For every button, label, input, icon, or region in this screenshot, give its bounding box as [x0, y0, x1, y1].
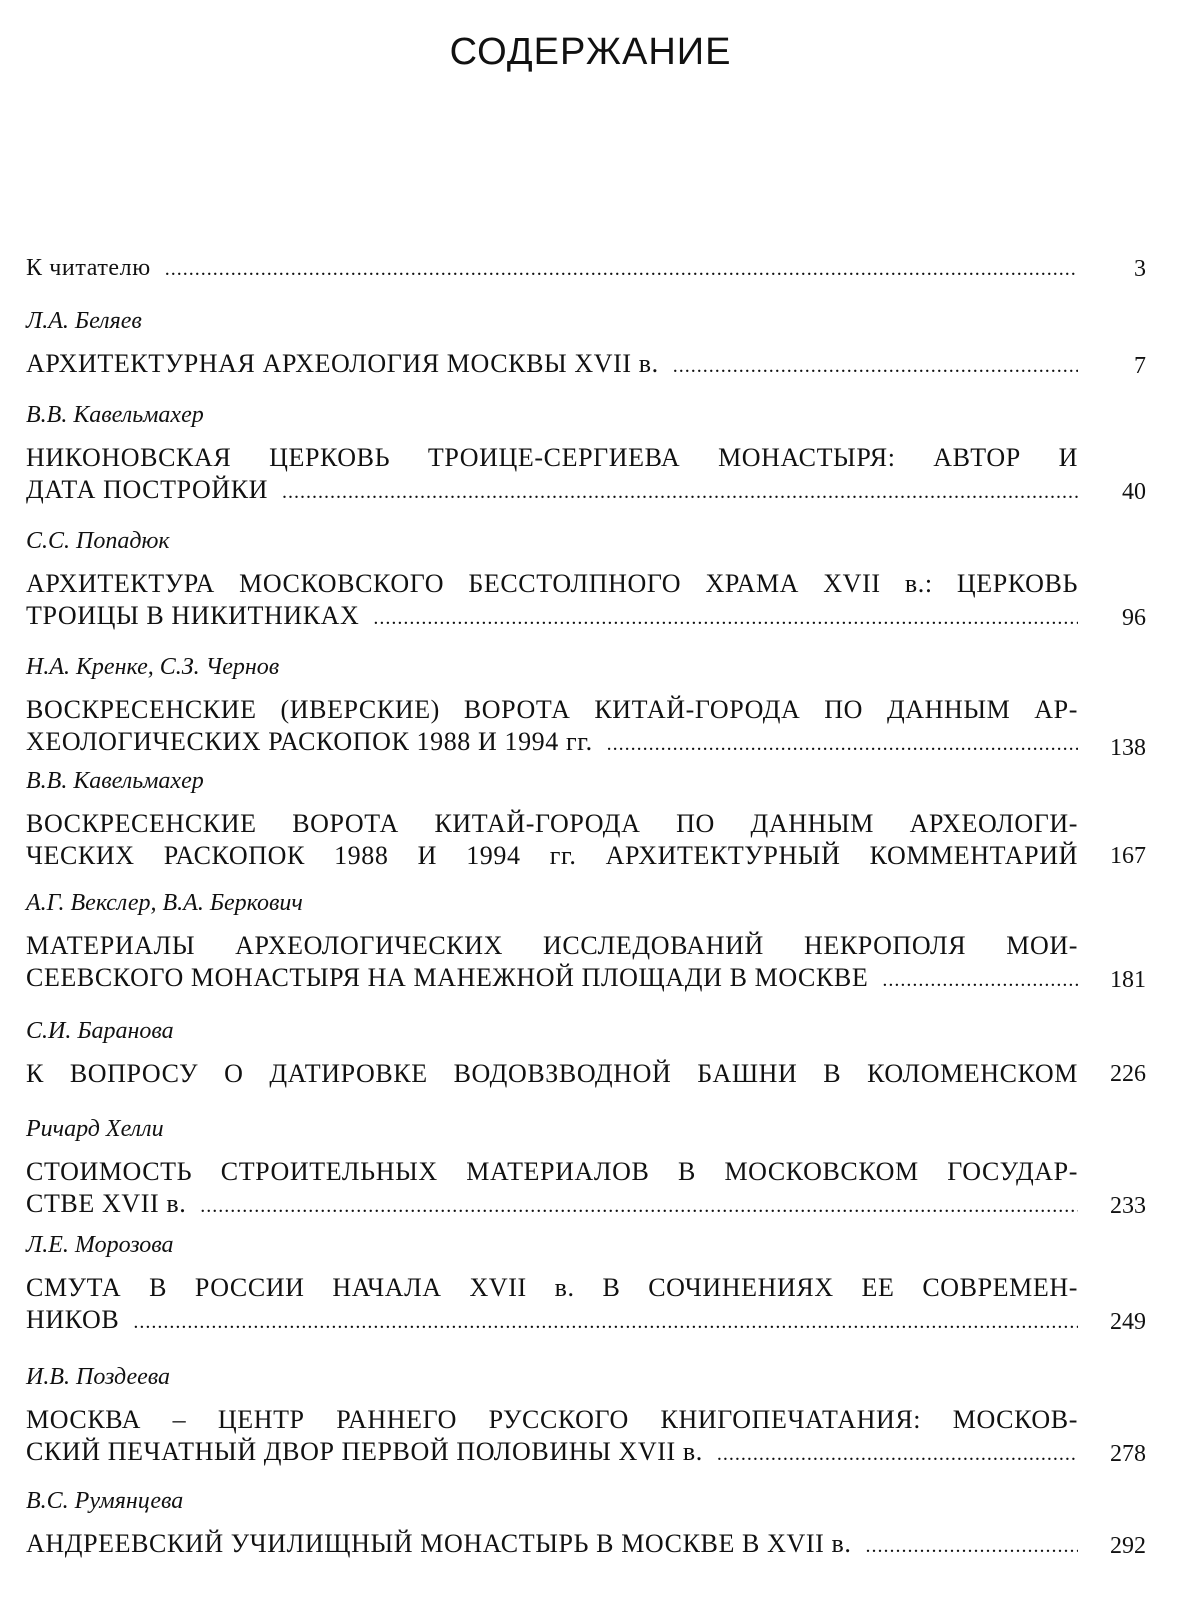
toc-entry-baranova[interactable]: [26, 1016, 1146, 1090]
entry-author: С.И. Баранова: [26, 1018, 174, 1044]
toc-entry-popadyuk[interactable]: [26, 526, 1146, 634]
entry-title-line: СТОИМОСТЬ СТРОИТЕЛЬНЫХ МАТЕРИАЛОВ В МОСКОВСКОМ ГОСУДАР-: [26, 1157, 1078, 1186]
entry-page-number: 167: [1110, 843, 1146, 869]
entry-title-line: АРХИТЕКТУРНАЯ АРХЕОЛОГИЯ МОСКВЫ XVII в. .....: [26, 348, 1078, 382]
entry-page-number: 278: [1110, 1441, 1146, 1467]
entry-title-line: ВОСКРЕСЕНСКИЕ (ИВЕРСКИЕ) ВОРОТА КИТАЙ-ГОРОДА ПО ДАННЫМ АР-: [26, 695, 1078, 724]
toc-entry-pozdeeva[interactable]: [26, 1362, 1146, 1470]
entry-title-line: НИКОНОВСКАЯ ЦЕРКОВЬ ТРОИЦЕ-СЕРГИЕВА МОНАСТЫРЯ: АВТОР И: [26, 443, 1078, 472]
entry-page-number: 226: [1110, 1061, 1146, 1087]
entry-page-number: 40: [1122, 479, 1146, 505]
entry-title-line: АРХИТЕКТУРА МОСКОВСКОГО БЕССТОЛПНОГО ХРАМА XVII в.: ЦЕРКОВЬ: [26, 569, 1078, 598]
entry-author: А.Г. Векслер, В.А. Беркович: [26, 890, 303, 916]
entry-author: И.В. Поздеева: [26, 1364, 171, 1390]
entry-title-line: ЧЕСКИХ РАСКОПОК 1988 И 1994 гг. АРХИТЕКТУРНЫЙ КОММЕНТАРИЙ: [26, 841, 1078, 870]
entry-title-line: К ВОПРОСУ О ДАТИРОВКЕ ВОДОВЗВОДНОЙ БАШНИ В КОЛОМЕНСКОМ: [26, 1059, 1078, 1088]
entry-title-line: ДАТА ПОСТРОЙКИ .....: [26, 474, 1078, 508]
entry-page-number: 138: [1110, 735, 1146, 761]
entry-title-line: АНДРЕЕВСКИЙ УЧИЛИЩНЫЙ МОНАСТЫРЬ В МОСКВЕ В XVII в. .....: [26, 1528, 1078, 1562]
entry-title-line: К читателю .....: [26, 252, 1078, 285]
entry-page-number: 7: [1134, 353, 1146, 379]
toc-entry-kavelmakher-1[interactable]: [26, 400, 1146, 508]
toc-entry-to-reader[interactable]: [26, 252, 1146, 285]
entry-title-line: ВОСКРЕСЕНСКИЕ ВОРОТА КИТАЙ-ГОРОДА ПО ДАННЫМ АРХЕОЛОГИ-: [26, 809, 1078, 838]
page-title: СОДЕРЖАНИЕ: [449, 31, 732, 73]
entry-title-line: МАТЕРИАЛЫ АРХЕОЛОГИЧЕСКИХ ИССЛЕДОВАНИЙ НЕКРОПОЛЯ МОИ-: [26, 931, 1078, 960]
entry-page-number: 233: [1110, 1193, 1146, 1219]
entry-title-line: СКИЙ ПЕЧАТНЫЙ ДВОР ПЕРВОЙ ПОЛОВИНЫ XVII в. .....: [26, 1436, 1078, 1470]
entry-author: Ричард Хелли: [26, 1116, 164, 1142]
entry-author: Л.А. Беляев: [26, 308, 142, 334]
toc-entry-veksler-berkovich[interactable]: [26, 888, 1146, 996]
entry-page-number: 3: [1134, 256, 1146, 282]
entry-page-number: 292: [1110, 1533, 1146, 1559]
toc-entry-krenke-chernov[interactable]: [26, 652, 1146, 760]
entry-author: С.С. Попадюк: [26, 528, 170, 554]
toc-entry-hellie[interactable]: [26, 1114, 1146, 1222]
entry-title-line: ХЕОЛОГИЧЕСКИХ РАСКОПОК 1988 И 1994 гг. .....: [26, 726, 1078, 760]
entry-title-line: СМУТА В РОССИИ НАЧАЛА XVII в. В СОЧИНЕНИЯХ ЕЕ СОВРЕМЕН-: [26, 1273, 1078, 1302]
entry-title-line: ТРОИЦЫ В НИКИТНИКАХ .....: [26, 600, 1078, 634]
entry-title-line: СТВЕ XVII в. .....: [26, 1188, 1078, 1222]
toc-entry-morozova[interactable]: [26, 1230, 1146, 1338]
entry-author: В.В. Кавельмахер: [26, 402, 204, 428]
entry-author: Л.Е. Морозова: [26, 1232, 174, 1258]
toc-entry-belyaev[interactable]: [26, 306, 1146, 382]
entry-title-line: НИКОВ .....: [26, 1304, 1078, 1338]
toc-entry-rumyantseva[interactable]: [26, 1486, 1146, 1562]
entry-title-line: МОСКВА – ЦЕНТР РАННЕГО РУССКОГО КНИГОПЕЧАТАНИЯ: МОСКОВ-: [26, 1405, 1078, 1434]
entry-page-number: 249: [1110, 1309, 1146, 1335]
entry-page-number: 181: [1110, 967, 1146, 993]
entry-page-number: 96: [1122, 605, 1146, 631]
entry-author: В.С. Румянцева: [26, 1488, 184, 1514]
entry-author: Н.А. Кренке, С.З. Чернов: [26, 654, 280, 680]
toc-entry-kavelmakher-2[interactable]: [26, 766, 1146, 872]
entry-author: В.В. Кавельмахер: [26, 768, 204, 794]
entry-title-line: СЕЕВСКОГО МОНАСТЫРЯ НА МАНЕЖНОЙ ПЛОЩАДИ В МОСКВЕ .....: [26, 962, 1078, 996]
